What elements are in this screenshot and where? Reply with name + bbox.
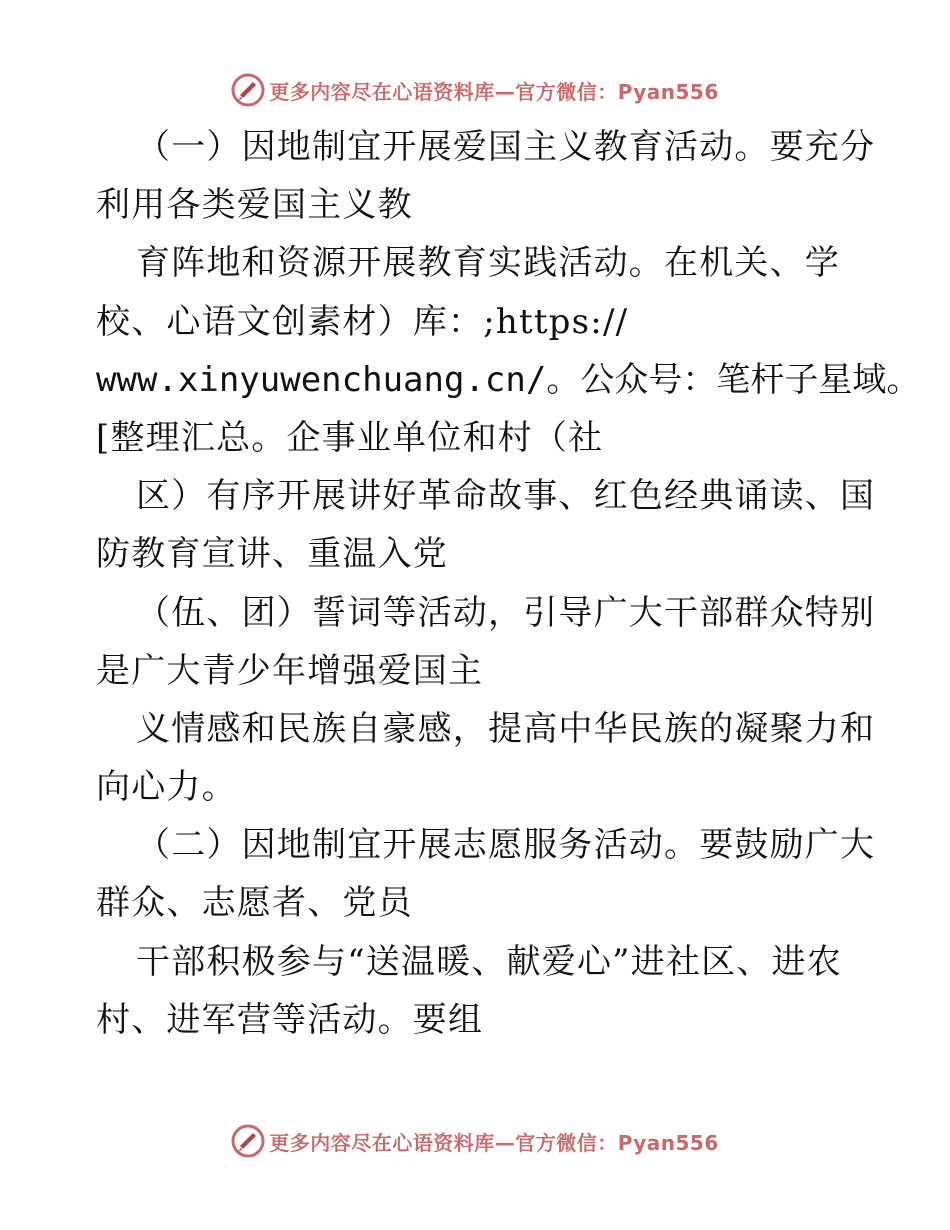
text-line: （二）因地制宜开展志愿服务活动。要鼓励广大 <box>136 825 876 866</box>
text-line: 义情感和民族自豪感，提高中华民族的凝聚力和 <box>136 708 876 749</box>
brand-logo-icon <box>231 73 265 107</box>
text-line: （一）因地制宜开展爱国主义教育活动。要充分 <box>136 127 876 167</box>
text-line: 利用各类爱国主义教 <box>96 185 413 226</box>
footer-banner <box>0 1121 950 1161</box>
text-line: 村、进军营等活动。要组 <box>96 999 484 1040</box>
text-line: [整理汇总。企事业单位和村（社 <box>96 417 604 458</box>
text-line-url: www.xinyuwenchuang.cn/。公众号：笔杆子星域。 <box>96 359 921 400</box>
text-line: 干部积极参与“送温暖、献爱心”进社区、进农 <box>136 941 842 982</box>
document-body <box>96 118 921 1049</box>
footer-banner-text: 更多内容尽在心语资料库—官方微信：Pyan556 <box>269 1130 719 1155</box>
text-line: 向心力。 <box>96 767 237 808</box>
header-banner-text: 更多内容尽在心语资料库—官方微信：Pyan556 <box>269 79 719 104</box>
brand-logo-icon <box>231 1124 265 1158</box>
text-line: 育阵地和资源开展教育实践活动。在机关、学 <box>136 243 840 284</box>
text-line: 校、心语文创素材）库：;https:// <box>96 301 629 342</box>
text-line: （伍、团）誓词等活动，引导广大干部群众特别 <box>136 592 876 633</box>
text-line: 群众、志愿者、党员 <box>96 883 413 924</box>
header-banner <box>0 70 950 110</box>
text-line: 区）有序开展讲好革命故事、红色经典诵读、国 <box>136 476 876 517</box>
text-line: 防教育宣讲、重温入党 <box>96 534 448 575</box>
text-line: 是广大青少年增强爱国主 <box>96 650 484 691</box>
